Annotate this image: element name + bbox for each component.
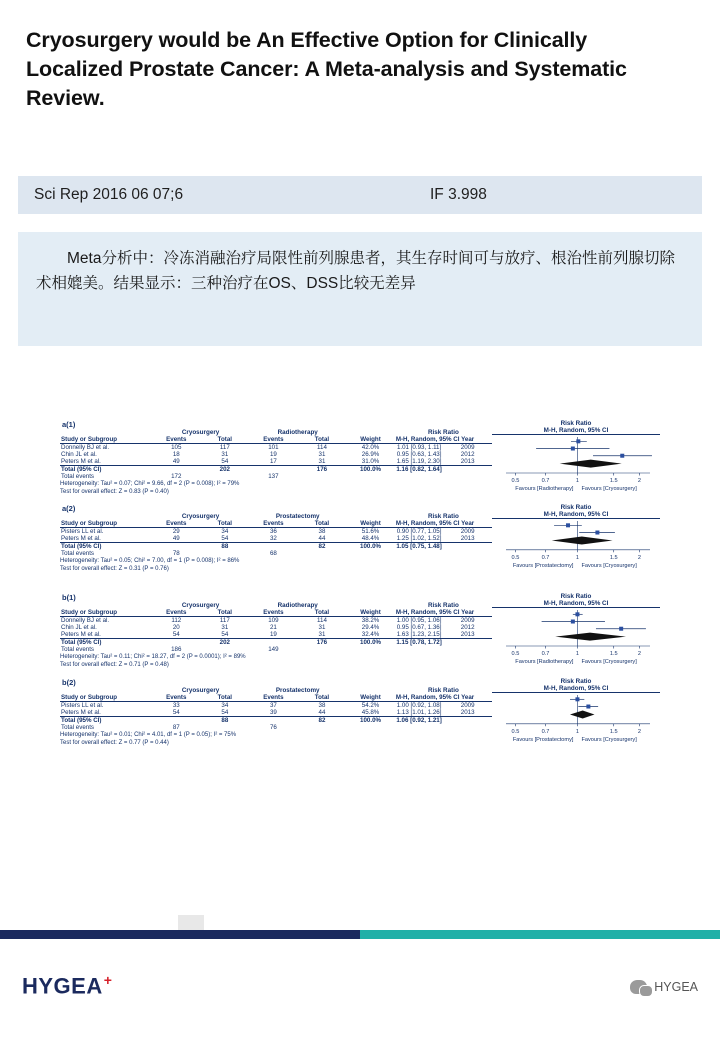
forest-plot bbox=[492, 420, 660, 493]
wechat-label: HYGEA bbox=[654, 980, 698, 994]
cell-total2: 114 bbox=[317, 444, 327, 451]
column-header: Year bbox=[443, 436, 492, 444]
group-header-arm1: Cryosurgery bbox=[181, 513, 220, 521]
cell-total-weight: 100.0% bbox=[346, 639, 395, 647]
forest-panel bbox=[60, 593, 660, 669]
svg-text:0.7: 0.7 bbox=[541, 728, 550, 735]
cell-total2: 31 bbox=[318, 624, 326, 632]
cell-total1: 54 bbox=[221, 631, 229, 639]
cell-total2: 31 bbox=[318, 458, 326, 465]
cell-total1: 54 bbox=[221, 535, 229, 543]
heterogeneity-stats: Heterogeneity: Tau² = 0.07; Chi² = 9.66, df = 2 (P = 0.008); I² = 79% bbox=[60, 481, 240, 487]
journal-bar bbox=[18, 176, 702, 214]
svg-text:0.7: 0.7 bbox=[541, 554, 550, 561]
cell-weight: 26.9% bbox=[361, 451, 380, 458]
cell-blank5 bbox=[298, 473, 492, 480]
table-row bbox=[60, 535, 492, 543]
svg-text:Favours [Cryosurgery]: Favours [Cryosurgery] bbox=[581, 486, 637, 492]
cell-total-events-label: Total events bbox=[61, 550, 95, 558]
cell-events2: 19 bbox=[269, 451, 277, 458]
cell-blank4 bbox=[201, 473, 250, 480]
cell-total2: 31 bbox=[318, 451, 326, 458]
cell-events1: 20 bbox=[172, 624, 180, 632]
group-header-blank2 bbox=[346, 687, 395, 694]
overall-effect-stats: Test for overall effect: Z = 0.71 (P = 0.48) bbox=[60, 662, 169, 669]
plot-title: Risk Ratio bbox=[560, 593, 592, 601]
column-header: Study or Subgroup bbox=[60, 520, 152, 528]
cell-weight: 32.4% bbox=[361, 631, 380, 639]
cell-ci: 1.01 [0.93, 1.11] bbox=[396, 444, 442, 451]
panel-label: b(1) bbox=[62, 593, 76, 603]
cell-blank bbox=[152, 716, 201, 724]
cell-events2: 101 bbox=[268, 444, 279, 451]
cell-study: Pisters LL et al. bbox=[61, 528, 104, 536]
table-total-row bbox=[60, 639, 492, 647]
column-header: Events bbox=[152, 694, 201, 702]
svg-text:1: 1 bbox=[575, 554, 580, 561]
cell-year: 2009 bbox=[460, 617, 475, 625]
group-header-effect: Risk Ratio bbox=[428, 513, 459, 521]
cell-study: Peters M et al. bbox=[61, 708, 101, 716]
cell-weight: 51.6% bbox=[361, 528, 380, 536]
cell-total-weight: 100.0% bbox=[346, 466, 395, 474]
cell-total1: 34 bbox=[221, 528, 229, 536]
forest-plot-svg bbox=[492, 435, 660, 493]
table-row bbox=[60, 528, 492, 536]
cell-events1: 49 bbox=[172, 535, 180, 543]
forest-table bbox=[60, 602, 492, 653]
cell-events2: 109 bbox=[268, 617, 279, 625]
cell-total-n1: 202 bbox=[201, 639, 250, 647]
cell-total-label: Total (95% CI) bbox=[60, 466, 152, 474]
cell-total-events-label: Total events bbox=[61, 473, 95, 480]
cell-total-label: Total (95% CI) bbox=[60, 716, 152, 724]
cell-study: Donnelly BJ et al. bbox=[61, 617, 110, 625]
cell-events2: 17 bbox=[269, 458, 277, 465]
wechat-icon bbox=[630, 980, 647, 994]
cell-ci: 1.65 [1.19, 2.30] bbox=[396, 458, 442, 465]
group-header-blank2 bbox=[346, 513, 395, 520]
cell-study: Donnelly BJ et al. bbox=[61, 444, 110, 451]
table-total-events-row bbox=[60, 646, 492, 653]
column-header: Events bbox=[249, 609, 298, 617]
table-total-row bbox=[60, 466, 492, 474]
cell-blank4 bbox=[201, 550, 250, 557]
table-group-header-row bbox=[60, 602, 492, 609]
column-header: Study or Subgroup bbox=[60, 609, 152, 617]
plot-subtitle: M-H, Random, 95% CI bbox=[492, 511, 660, 519]
table-column-header-row bbox=[60, 694, 492, 702]
group-header-arm1: Cryosurgery bbox=[181, 686, 220, 694]
cell-total-e2: 137 bbox=[268, 473, 279, 480]
svg-text:0.7: 0.7 bbox=[541, 478, 550, 484]
cell-total-n2: 176 bbox=[298, 466, 347, 474]
table-column-header-row bbox=[60, 436, 492, 444]
column-header: M-H, Random, 95% CI bbox=[395, 609, 460, 617]
summary-text: Meta分析中：冷冻消融治疗局限性前列腺患者，其生存时间可与放疗、根治性前列腺切除术相媲美。结果显示：三种治疗在OS、DSS比较无差异 bbox=[36, 250, 675, 293]
cell-blank2 bbox=[249, 716, 298, 724]
table-row bbox=[60, 617, 492, 625]
cell-events2: 37 bbox=[269, 701, 277, 709]
column-header: Weight bbox=[346, 436, 395, 444]
cell-total-events-label: Total events bbox=[61, 646, 95, 654]
column-header: M-H, Random, 95% CI bbox=[395, 436, 460, 443]
table-total-events-row bbox=[60, 473, 492, 480]
page-title: Cryosurgery would be An Effective Option for Clinically Localized Prostate Cancer: A Meta-analysis and Systematic Review. bbox=[26, 28, 627, 111]
cell-weight: 54.2% bbox=[361, 701, 380, 709]
cell-ci: 1.00 [0.92, 1.08] bbox=[396, 701, 442, 709]
cell-total1: 31 bbox=[221, 451, 229, 458]
cell-total2: 31 bbox=[318, 631, 326, 639]
forest-panel bbox=[60, 504, 660, 573]
column-header: Events bbox=[249, 436, 298, 444]
table-row bbox=[60, 444, 492, 452]
cell-total2: 114 bbox=[317, 617, 327, 625]
cell-blank bbox=[152, 639, 201, 647]
panel-label: a(2) bbox=[62, 504, 76, 514]
cell-weight: 45.8% bbox=[361, 708, 380, 716]
cell-blank4 bbox=[201, 646, 250, 653]
svg-text:Favours [Radiotherapy]: Favours [Radiotherapy] bbox=[515, 659, 574, 666]
svg-text:Favours [Prostatectomy]: Favours [Prostatectomy] bbox=[512, 736, 574, 743]
impact-factor: IF 3.998 bbox=[430, 186, 487, 203]
column-header: Year bbox=[443, 694, 492, 702]
table-group-header-row bbox=[60, 429, 492, 436]
cell-blank4 bbox=[201, 724, 250, 731]
cell-year: 2013 bbox=[460, 535, 475, 543]
cell-total1: 31 bbox=[221, 624, 229, 632]
cell-blank5 bbox=[298, 646, 492, 653]
heterogeneity-stats: Heterogeneity: Tau² = 0.01; Chi² = 4.01, df = 1 (P = 0.05); I² = 75% bbox=[60, 731, 237, 738]
cell-events1: 33 bbox=[172, 701, 180, 709]
cell-total-weight: 100.0% bbox=[346, 716, 395, 724]
cell-total-ci: 1.16 [0.82, 1.64] bbox=[396, 466, 442, 473]
svg-text:0.5: 0.5 bbox=[511, 554, 520, 561]
cell-year: 2013 bbox=[460, 458, 475, 465]
forest-panel bbox=[60, 420, 660, 496]
svg-text:1.5: 1.5 bbox=[609, 651, 618, 658]
cell-total-e1: 172 bbox=[171, 473, 182, 480]
cell-total-e1: 186 bbox=[171, 646, 182, 654]
forest-table bbox=[60, 687, 492, 731]
group-header-effect: Risk Ratio bbox=[428, 686, 459, 694]
plot-title: Risk Ratio bbox=[560, 420, 592, 427]
cell-events2: 19 bbox=[269, 631, 277, 639]
plot-subtitle: M-H, Random, 95% CI bbox=[492, 427, 660, 435]
table-row bbox=[60, 631, 492, 639]
svg-text:Favours [Radiotherapy]: Favours [Radiotherapy] bbox=[515, 486, 574, 492]
cell-total-ci: 1.05 [0.75, 1.48] bbox=[396, 543, 442, 551]
cell-total2: 38 bbox=[318, 701, 326, 709]
forest-plot-svg bbox=[492, 693, 660, 744]
cell-events2: 39 bbox=[269, 708, 277, 716]
group-header-blank bbox=[60, 513, 152, 520]
table-row bbox=[60, 709, 492, 717]
svg-text:Favours [Cryosurgery]: Favours [Cryosurgery] bbox=[581, 736, 637, 743]
svg-text:1: 1 bbox=[575, 478, 580, 484]
footer-rule-teal bbox=[360, 930, 720, 939]
svg-text:2: 2 bbox=[637, 478, 642, 484]
cell-total-e1: 87 bbox=[172, 723, 180, 731]
svg-text:2: 2 bbox=[637, 651, 642, 658]
cell-total1: 54 bbox=[221, 458, 229, 465]
cell-total-label: Total (95% CI) bbox=[60, 639, 152, 647]
column-header: Total bbox=[298, 694, 347, 702]
plot-title: Risk Ratio bbox=[560, 504, 592, 512]
cell-blank3 bbox=[443, 543, 492, 551]
cell-blank5 bbox=[298, 724, 492, 731]
cell-ci: 1.63 [1.23, 2.15] bbox=[396, 631, 442, 639]
column-header: Events bbox=[152, 520, 201, 528]
table-total-events-row bbox=[60, 550, 492, 557]
cell-blank bbox=[152, 543, 201, 551]
column-header: M-H, Random, 95% CI bbox=[395, 693, 460, 701]
footer-watermark bbox=[178, 915, 204, 931]
cell-events1: 105 bbox=[171, 444, 182, 451]
svg-text:0.7: 0.7 bbox=[541, 651, 550, 658]
cell-ci: 1.25 [1.02, 1.52] bbox=[396, 535, 442, 543]
overall-effect-stats: Test for overall effect: Z = 0.31 (P = 0.76) bbox=[60, 566, 169, 573]
column-header: Total bbox=[201, 520, 250, 528]
cell-events1: 54 bbox=[172, 708, 180, 716]
table-total-events-row bbox=[60, 724, 492, 731]
forest-panel bbox=[60, 678, 660, 747]
cell-total-events-label: Total events bbox=[61, 723, 95, 731]
column-header: Events bbox=[152, 436, 201, 444]
cell-blank5 bbox=[298, 550, 492, 557]
svg-text:0.5: 0.5 bbox=[511, 728, 520, 735]
journal-reference: Sci Rep 2016 06 07;6 bbox=[34, 186, 184, 203]
cell-total1: 117 bbox=[219, 617, 230, 625]
brand-name: HYGEA bbox=[22, 973, 103, 999]
cell-weight: 29.4% bbox=[361, 624, 380, 632]
table-row bbox=[60, 458, 492, 466]
svg-text:2: 2 bbox=[637, 554, 642, 561]
cell-total-n2: 82 bbox=[298, 543, 347, 551]
cell-study: Chin JL et al. bbox=[61, 451, 97, 458]
group-header-blank bbox=[60, 602, 152, 609]
forest-table bbox=[60, 429, 492, 480]
cell-year: 2012 bbox=[460, 451, 475, 458]
cell-ci: 1.13 [1.01, 1.26] bbox=[396, 708, 442, 716]
group-header-blank2 bbox=[346, 429, 395, 436]
table-total-row bbox=[60, 543, 492, 551]
forest-plot-figure bbox=[60, 420, 660, 900]
cell-total1: 34 bbox=[221, 701, 229, 709]
cell-total-e2: 149 bbox=[268, 646, 279, 654]
cell-total-n2: 176 bbox=[298, 639, 347, 647]
cell-events2: 21 bbox=[269, 624, 277, 632]
cell-year: 2012 bbox=[460, 624, 475, 632]
cell-study: Peters M et al. bbox=[61, 631, 101, 639]
cell-ci: 0.90 [0.77, 1.05] bbox=[396, 528, 442, 536]
cell-total1: 54 bbox=[221, 708, 229, 716]
column-header: Total bbox=[201, 609, 250, 617]
cell-year: 2013 bbox=[460, 708, 475, 716]
column-header: Weight bbox=[346, 520, 395, 528]
cell-ci: 0.95 [0.63, 1.43] bbox=[396, 451, 442, 458]
forest-table bbox=[60, 513, 492, 557]
wechat-account bbox=[630, 980, 698, 994]
table-column-header-row bbox=[60, 609, 492, 617]
cell-events1: 29 bbox=[172, 528, 180, 536]
group-header-arm2: Radiotherapy bbox=[277, 602, 318, 610]
group-header-arm1: Cryosurgery bbox=[181, 429, 220, 436]
svg-text:0.5: 0.5 bbox=[511, 478, 520, 484]
column-header: Events bbox=[249, 520, 298, 528]
table-row bbox=[60, 451, 492, 458]
svg-text:Favours [Cryosurgery]: Favours [Cryosurgery] bbox=[581, 562, 637, 569]
cell-total-ci: 1.06 [0.92, 1.21] bbox=[396, 716, 442, 724]
cell-total1: 117 bbox=[219, 444, 230, 451]
heterogeneity-stats: Heterogeneity: Tau² = 0.05; Chi² = 7.00, df = 1 (P = 0.008); I² = 86% bbox=[60, 558, 240, 565]
forest-plot-svg bbox=[492, 608, 660, 666]
cell-events1: 49 bbox=[172, 458, 180, 465]
cell-ci: 0.95 [0.67, 1.36] bbox=[396, 624, 442, 632]
plot-title: Risk Ratio bbox=[560, 677, 592, 685]
cell-blank3 bbox=[443, 466, 492, 474]
cell-events2: 36 bbox=[269, 528, 277, 536]
group-header-effect: Risk Ratio bbox=[428, 429, 459, 436]
forest-plot bbox=[492, 678, 660, 744]
cell-ci: 1.00 [0.95, 1.06] bbox=[396, 617, 442, 625]
svg-text:1: 1 bbox=[575, 728, 580, 735]
cell-blank3 bbox=[443, 639, 492, 647]
cell-weight: 48.4% bbox=[361, 535, 380, 543]
cell-total2: 38 bbox=[318, 528, 326, 536]
cell-total-n2: 82 bbox=[298, 716, 347, 724]
forest-plot bbox=[492, 504, 660, 570]
cell-blank3 bbox=[443, 716, 492, 724]
footer-rule-navy bbox=[0, 930, 360, 939]
svg-text:0.5: 0.5 bbox=[511, 651, 520, 658]
cell-total-e2: 68 bbox=[269, 550, 277, 558]
group-header-arm2: Radiotherapy bbox=[277, 429, 318, 436]
column-header: Events bbox=[152, 609, 201, 617]
cell-total2: 44 bbox=[318, 708, 326, 716]
cell-total-label: Total (95% CI) bbox=[60, 543, 152, 551]
column-header: Total bbox=[298, 520, 347, 528]
cell-blank bbox=[152, 466, 201, 474]
column-header: Total bbox=[298, 609, 347, 617]
heterogeneity-stats: Heterogeneity: Tau² = 0.11; Chi² = 18.27, df = 2 (P = 0.0001); I² = 89% bbox=[60, 654, 246, 661]
forest-plot-svg bbox=[492, 519, 660, 570]
table-group-header-row bbox=[60, 687, 492, 694]
cell-study: Peters M et al. bbox=[61, 458, 101, 465]
cell-total-n1: 202 bbox=[201, 466, 250, 474]
cell-weight: 42.0% bbox=[361, 444, 380, 451]
overall-effect-stats: Test for overall effect: Z = 0.83 (P = 0.40) bbox=[60, 489, 169, 496]
cell-study: Pisters LL et al. bbox=[61, 701, 104, 709]
svg-text:1.5: 1.5 bbox=[609, 728, 618, 735]
cell-study: Peters M et al. bbox=[61, 535, 101, 543]
overall-effect-stats: Test for overall effect: Z = 0.77 (P = 0.44) bbox=[60, 739, 169, 746]
group-header-blank bbox=[60, 429, 152, 436]
group-header-arm1: Cryosurgery bbox=[181, 602, 220, 610]
cell-blank2 bbox=[249, 466, 298, 474]
column-header: Year bbox=[443, 609, 492, 617]
cell-weight: 31.0% bbox=[361, 458, 380, 465]
table-column-header-row bbox=[60, 520, 492, 528]
brand-cross-icon: + bbox=[103, 972, 113, 988]
cell-total-n1: 88 bbox=[201, 716, 250, 724]
summary-box bbox=[18, 232, 702, 346]
cell-weight: 38.2% bbox=[361, 617, 380, 625]
column-header: Weight bbox=[346, 694, 395, 702]
cell-study: Chin JL et al. bbox=[61, 624, 97, 632]
column-header: Total bbox=[298, 436, 347, 444]
group-header-blank2 bbox=[346, 602, 395, 609]
column-header: Weight bbox=[346, 609, 395, 617]
cell-year: 2013 bbox=[460, 631, 475, 639]
cell-total-e2: 76 bbox=[269, 723, 277, 731]
cell-year: 2009 bbox=[460, 701, 475, 709]
cell-total-ci: 1.15 [0.78, 1.72] bbox=[396, 639, 442, 647]
svg-text:Favours [Cryosurgery]: Favours [Cryosurgery] bbox=[581, 659, 637, 666]
table-total-row bbox=[60, 716, 492, 724]
group-header-blank bbox=[60, 687, 152, 694]
group-header-arm2: Prostatectomy bbox=[275, 513, 320, 521]
forest-plot bbox=[492, 593, 660, 666]
cell-blank2 bbox=[249, 639, 298, 647]
cell-total-weight: 100.0% bbox=[346, 543, 395, 551]
group-header-arm2: Prostatectomy bbox=[275, 686, 320, 694]
svg-text:2: 2 bbox=[637, 728, 642, 735]
column-header: Total bbox=[201, 694, 250, 702]
column-header: M-H, Random, 95% CI bbox=[395, 520, 460, 528]
table-row bbox=[60, 701, 492, 709]
cell-events2: 32 bbox=[269, 535, 277, 543]
column-header: Year bbox=[443, 520, 492, 528]
cell-total-e1: 78 bbox=[172, 550, 180, 558]
column-header: Total bbox=[201, 436, 250, 444]
column-header: Study or Subgroup bbox=[60, 436, 152, 444]
cell-events1: 18 bbox=[172, 451, 180, 458]
column-header: Events bbox=[249, 694, 298, 702]
column-header: Study or Subgroup bbox=[60, 694, 152, 702]
cell-events1: 112 bbox=[171, 617, 182, 625]
plot-subtitle: M-H, Random, 95% CI bbox=[492, 685, 660, 693]
svg-text:Favours [Prostatectomy]: Favours [Prostatectomy] bbox=[512, 562, 574, 569]
svg-text:1: 1 bbox=[575, 651, 580, 658]
cell-year: 2009 bbox=[460, 528, 475, 536]
table-group-header-row bbox=[60, 513, 492, 520]
cell-total-n1: 88 bbox=[201, 543, 250, 551]
panel-label: a(1) bbox=[62, 420, 76, 429]
brand-logo bbox=[22, 972, 112, 999]
group-header-effect: Risk Ratio bbox=[428, 602, 459, 610]
svg-text:1.5: 1.5 bbox=[609, 478, 618, 484]
svg-text:1.5: 1.5 bbox=[609, 554, 618, 561]
table-row bbox=[60, 624, 492, 631]
plot-subtitle: M-H, Random, 95% CI bbox=[492, 600, 660, 608]
footer-rule bbox=[0, 930, 720, 939]
panel-label: b(2) bbox=[62, 677, 76, 687]
cell-events1: 54 bbox=[172, 631, 180, 639]
cell-blank2 bbox=[249, 543, 298, 551]
cell-total2: 44 bbox=[318, 535, 326, 543]
cell-year: 2009 bbox=[460, 444, 475, 451]
